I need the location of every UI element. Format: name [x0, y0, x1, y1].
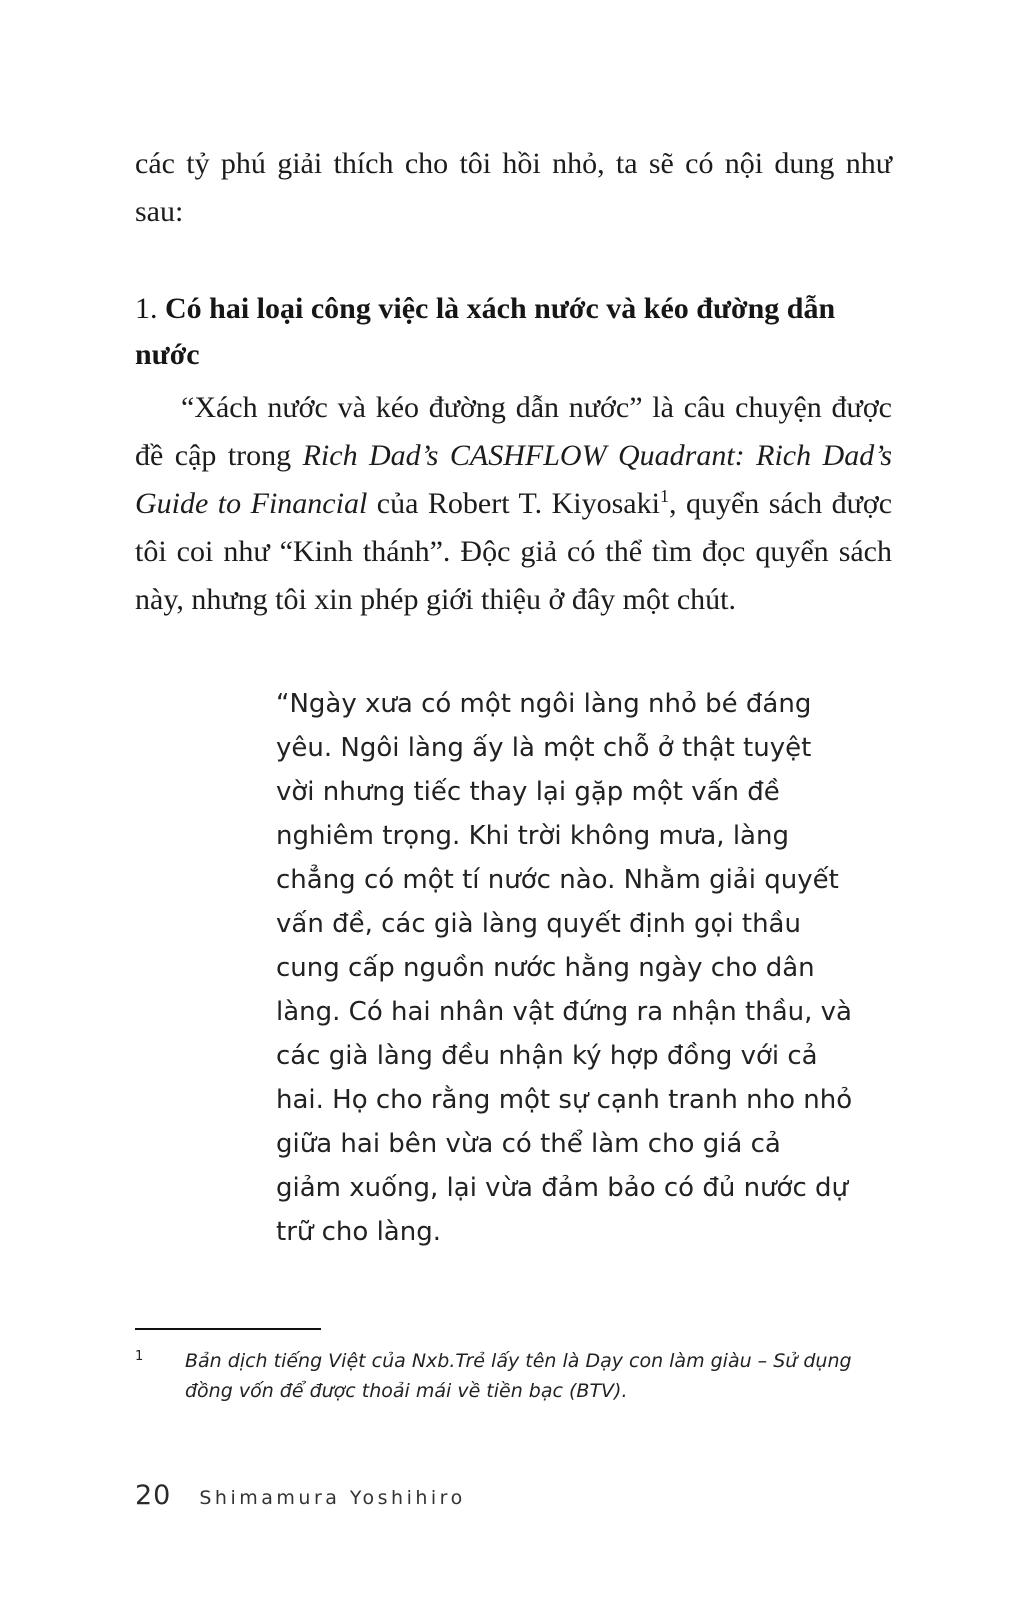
- footnote-reference: 1: [659, 486, 669, 506]
- footnote-marker: 1: [135, 1349, 144, 1364]
- page-footer: [135, 1480, 466, 1511]
- section-heading: [135, 286, 892, 378]
- section-heading-title: Có hai loại công việc là xách nước và kéo đường dẫn nước: [135, 292, 836, 371]
- footnote: [135, 1346, 884, 1406]
- footnote-part2: (BTV).: [562, 1380, 628, 1402]
- body-paragraph-part1: “Xách nước và kéo đường dẫn nước” là câu chuyện được đề cập trong: [135, 391, 892, 472]
- footer-author: Shimamura Yoshihiro: [199, 1487, 466, 1509]
- footnote-part1: Bản dịch tiếng Việt của Nxb.Trẻ lấy tên là: [185, 1350, 586, 1372]
- body-paragraph-part3: , quyển sách được tôi coi như “Kinh thánh”. Độc giả có thể tìm đọc quyển sách này, nhưng tôi xin phép giới thiệu ở đây một chút.: [135, 487, 893, 616]
- footnote-divider: [135, 1328, 321, 1330]
- page-content: [135, 140, 892, 1254]
- intro-paragraph: các tỷ phú giải thích cho tôi hồi nhỏ, ta sẽ có nội dung như sau:: [135, 147, 892, 228]
- footnote-text: [185, 1346, 884, 1406]
- book-title-italic: Rich Dad’s CASHFLOW Quadrant: Rich Dad’s Guide to Financial: [135, 439, 892, 520]
- footnote-title-italic: Dạy con làm giàu – Sử dụng đồng vốn để được thoải mái về tiền bạc: [185, 1350, 852, 1402]
- body-paragraph: [135, 384, 892, 624]
- section-heading-number: 1.: [135, 292, 165, 325]
- block-quote: “Ngày xưa có một ngôi làng nhỏ bé đáng yêu. Ngôi làng ấy là một chỗ ở thật tuyệt vời nhưng tiếc thay lại gặp một vấn đề nghiêm trọng. Khi trời không mưa, làng chẳng có một tí nước nào. Nhằm giải quyết vấn đề, các già làng quyết định gọi thầu cung cấp nguồn nước hằng ngày cho dân làng. Có hai nhân vật đứng ra nhận thầu, và các già làng đều nhận ký hợp đồng với cả hai. Họ cho rằng một sự cạnh tranh nho nhỏ giữa hai bên vừa có thể làm cho giá cả giảm xuống, lại vừa đảm bảo có đủ nước dự trữ cho làng.: [276, 689, 853, 1247]
- page-number: 20: [135, 1480, 172, 1511]
- body-paragraph-part2: của Robert T. Kiyosaki: [367, 487, 660, 520]
- footnote-area: [135, 1328, 884, 1406]
